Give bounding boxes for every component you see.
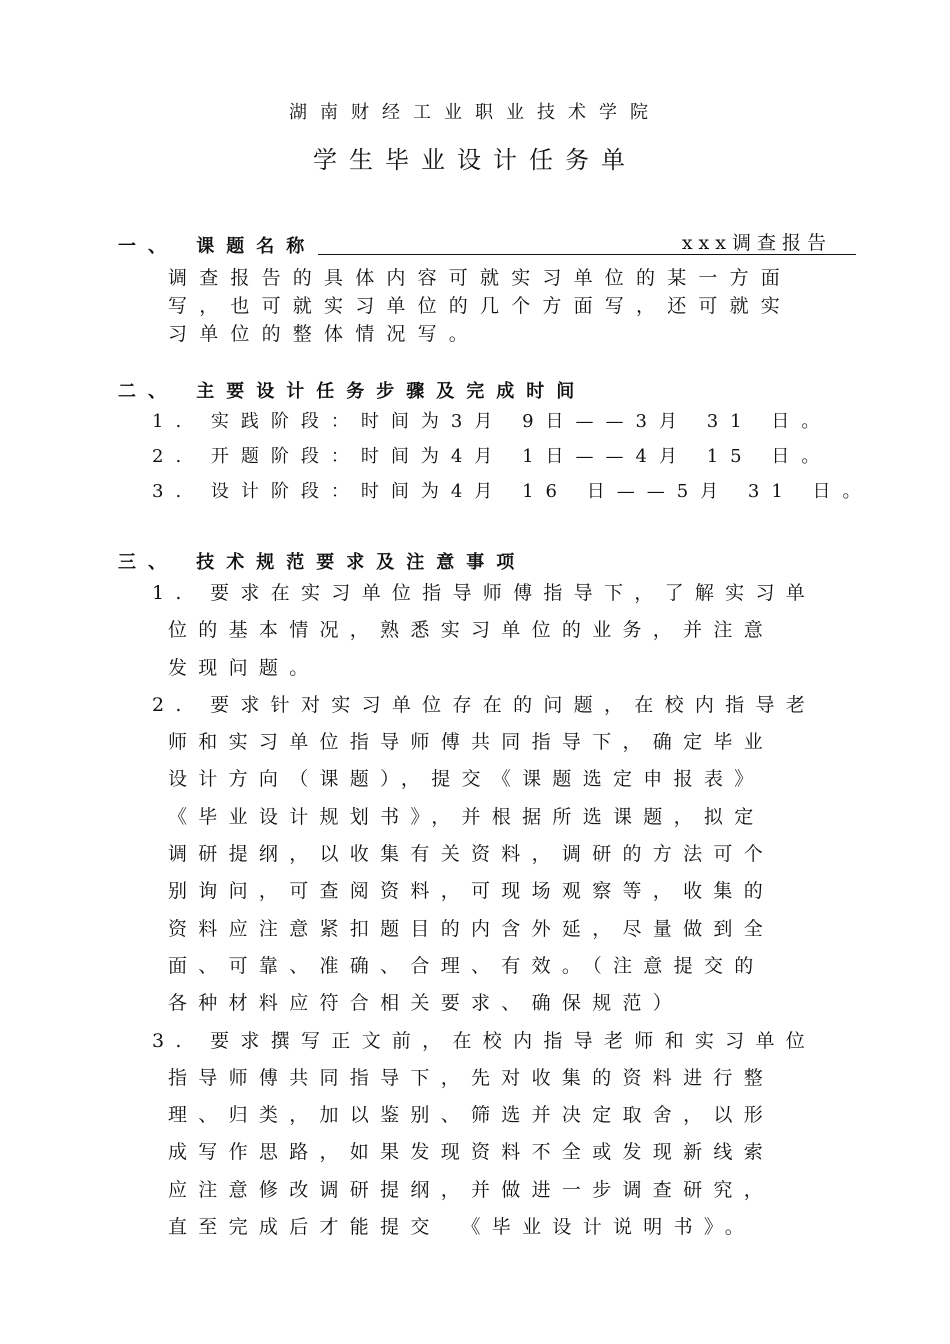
- step-item: 1. 实践阶段：时间为3月 9日——3月 31 日。: [152, 411, 832, 432]
- description-line: 调查报告的具体内容可就实习单位的某一方面: [168, 267, 793, 289]
- requirement-line: 设计方向（课题），提交《课题选定申报表》: [168, 768, 765, 791]
- section-1-heading: 一、 课题名称: [118, 236, 317, 257]
- description-line: 写，也可就实习单位的几个方面写，还可就实: [168, 295, 793, 317]
- section-3-heading: 三、 技术规范要求及注意事项: [118, 552, 527, 573]
- requirement-line: 资料应注意紧扣题目的内含外延，尽量做到全: [168, 917, 775, 940]
- section-2-heading: 二、 主要设计任务步骤及完成时间: [118, 381, 587, 402]
- requirement-line: 2. 要求针对实习单位存在的问题，在校内指导老: [152, 693, 817, 716]
- requirement-line: 3. 要求撰写正文前，在校内指导老师和实习单位: [152, 1029, 817, 1052]
- requirement-line: 发现问题。: [168, 656, 320, 679]
- step-item: 2. 开题阶段：时间为4月 1日——4月 15 日。: [152, 446, 832, 467]
- requirement-line: 师和实习单位指导师傅共同指导下，确定毕业: [168, 731, 775, 754]
- document-title: 学生毕业设计任务单: [313, 146, 637, 174]
- topic-description: [168, 264, 838, 348]
- requirement-line: 面、可靠、准确、合理、有效。（注意提交的: [168, 954, 765, 977]
- school-name: 湖南财经工业职业技术学院: [289, 102, 661, 123]
- step-item: 3. 设计阶段：时间为4月 16 日——5月 31 日。: [152, 481, 873, 502]
- requirement-list: [152, 575, 852, 1246]
- description-line: 习单位的整体情况写。: [168, 323, 481, 345]
- requirement-line: 别询问，可查阅资料，可现场观察等，收集的: [168, 880, 775, 903]
- topic-value: xxx调查报告: [681, 232, 832, 254]
- requirement-line: 调研提纲，以收集有关资料，调研的方法可个: [168, 843, 775, 866]
- requirement-line: 应注意修改调研提纲，并做进一步调查研究，: [168, 1178, 775, 1201]
- requirement-line: 1. 要求在实习单位指导师傅指导下，了解实习单: [152, 582, 817, 604]
- topic-underline: [318, 232, 856, 255]
- requirement-line: 位的基本情况，熟悉实习单位的业务，并注意: [168, 619, 775, 642]
- requirement-line: 成写作思路，如果发现资料不全或发现新线索: [168, 1141, 775, 1164]
- requirement-line: 理、归类，加以鉴别、筛选并决定取舍，以形: [168, 1104, 775, 1127]
- requirement-line: 直至完成后才能提交 《毕业设计说明书》。: [168, 1216, 756, 1239]
- requirement-line: 各种材料应符合相关要求、确保规范）: [168, 992, 684, 1015]
- requirement-line: 《毕业设计规划书》，并根据所选课题，拟定: [168, 805, 765, 828]
- requirement-line: 指导师傅共同指导下，先对收集的资料进行整: [168, 1066, 775, 1089]
